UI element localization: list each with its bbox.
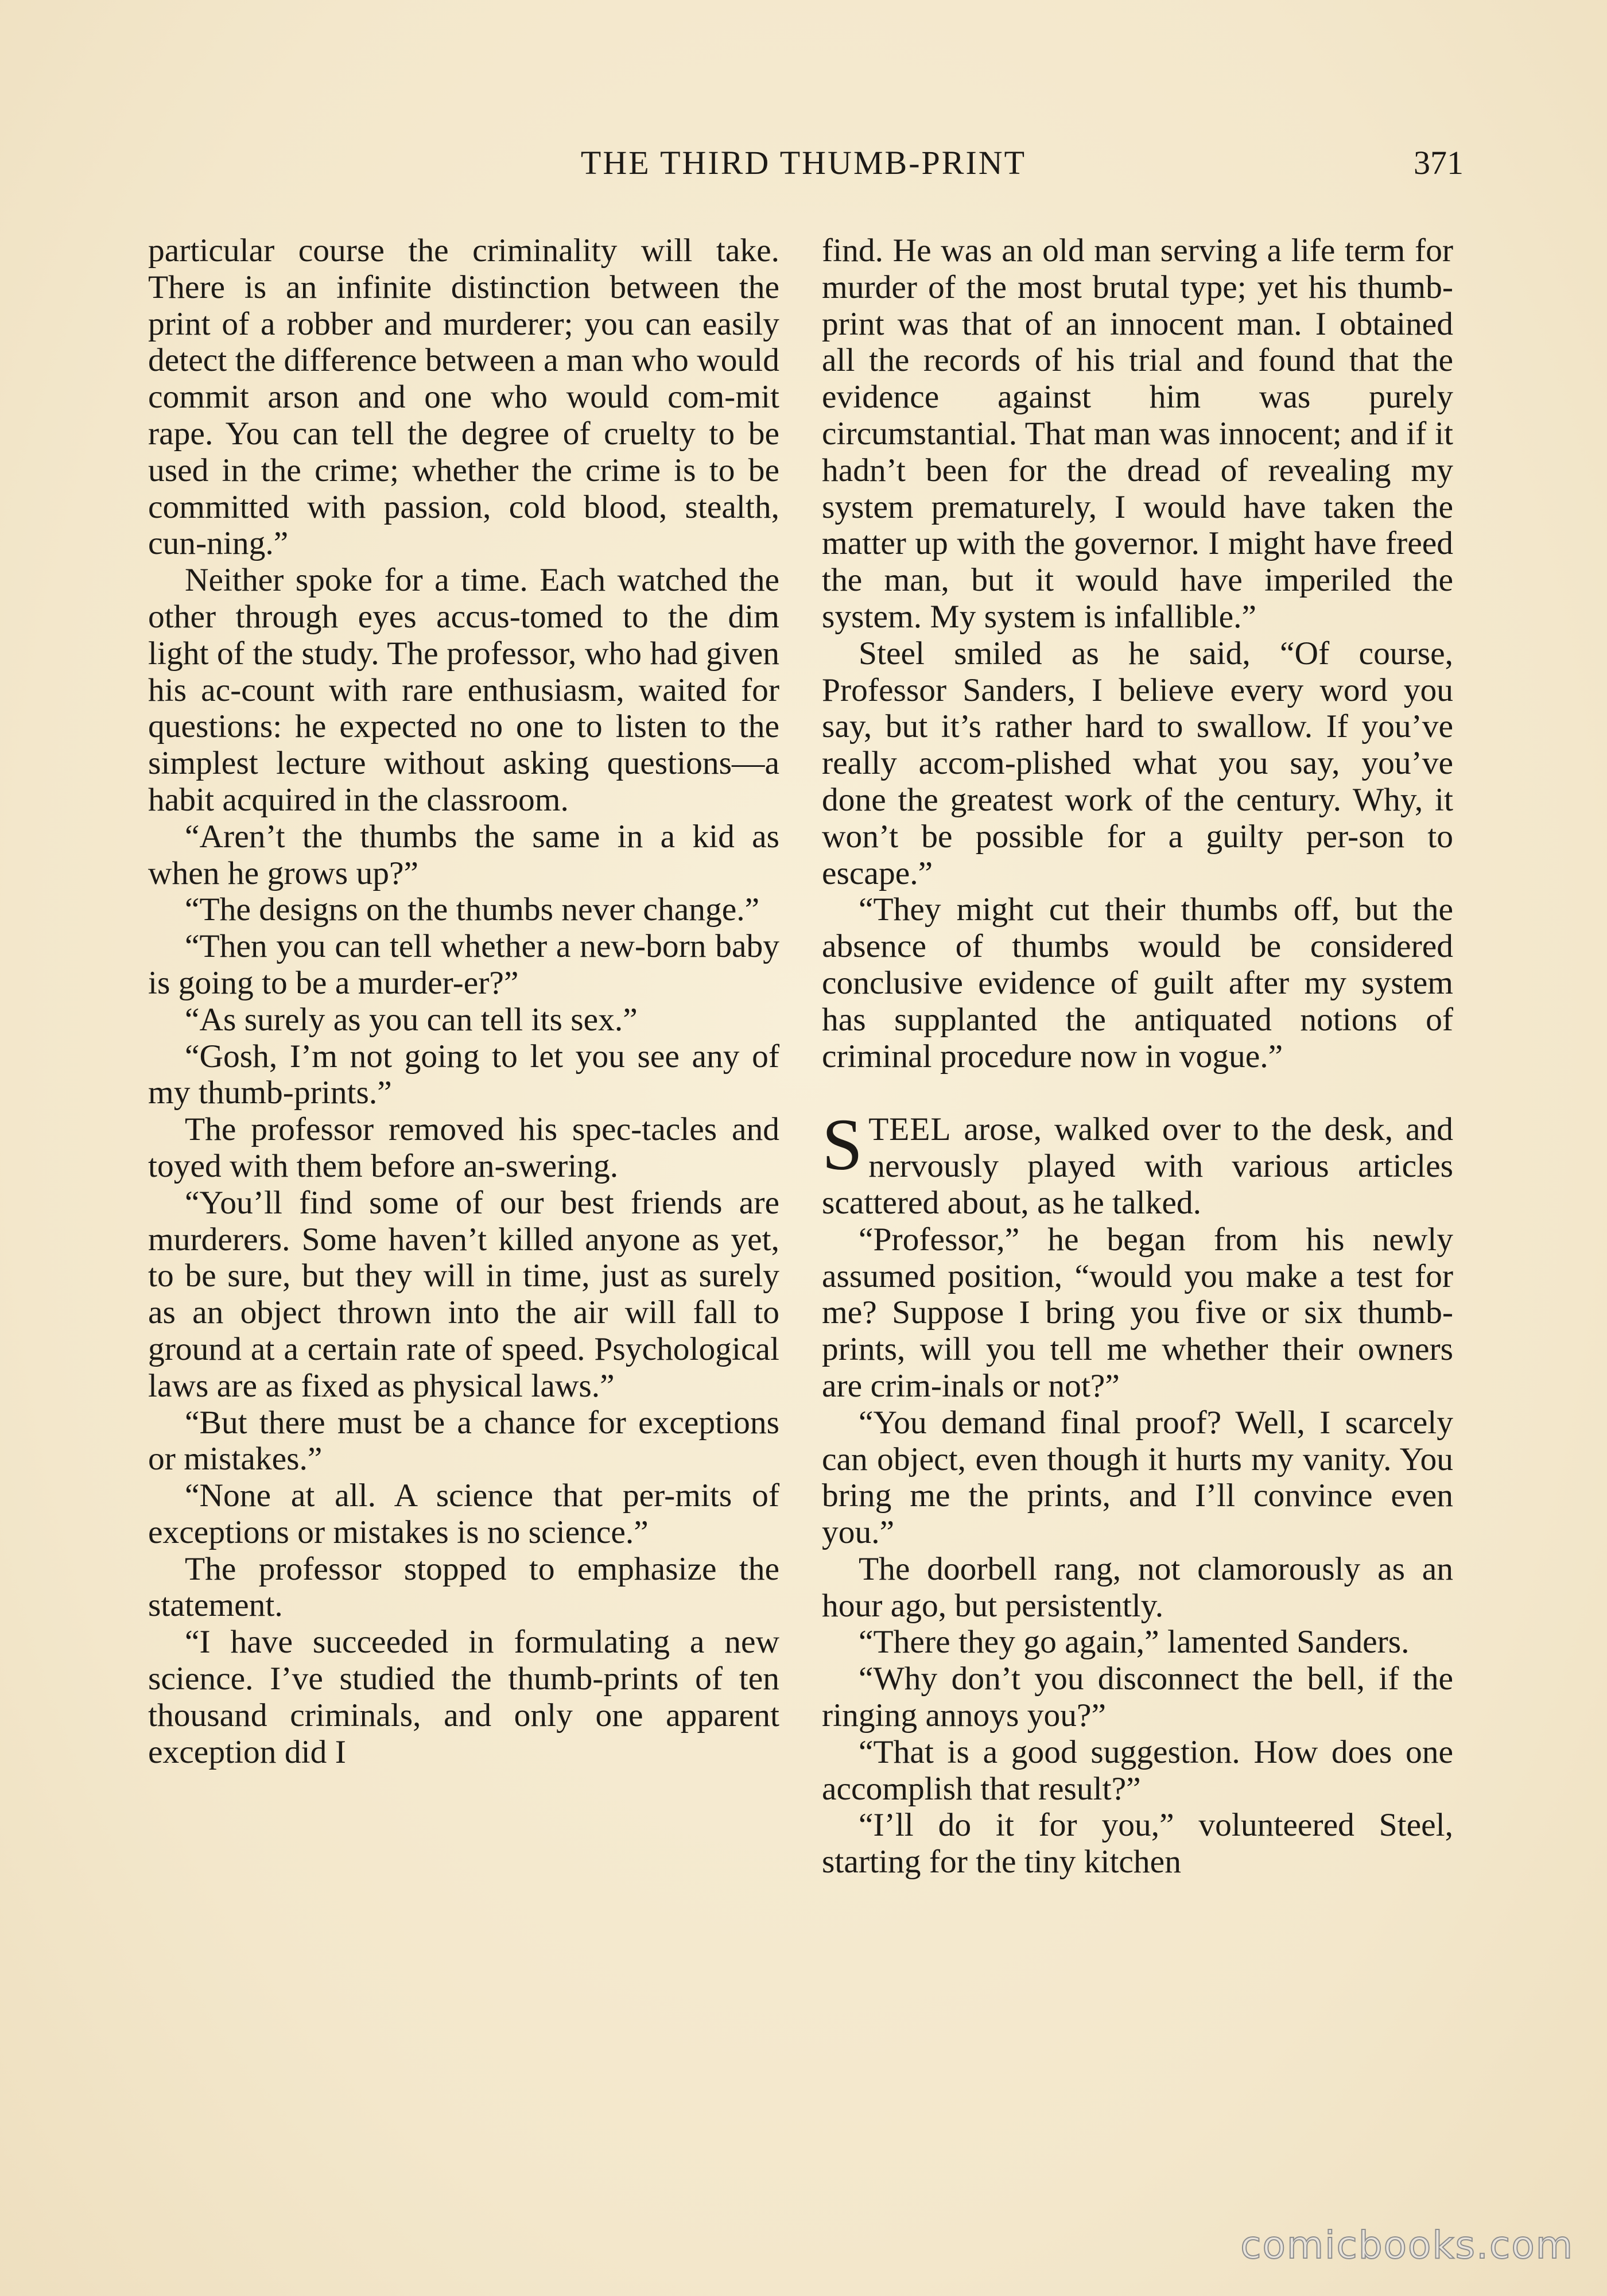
paragraph: The professor stopped to emphasize the statement. xyxy=(148,1550,779,1624)
paragraph: “That is a good suggestion. How does one accomplish that result?” xyxy=(822,1733,1453,1807)
paragraph: “The designs on the thumbs never change.” xyxy=(185,891,760,928)
paragraph: “I have succeeded in formulating a new science. I’ve studied the thumb-prints of ten thousand criminals, and only one apparent exception did I xyxy=(148,1624,779,1770)
drop-cap: S xyxy=(822,1104,863,1186)
paragraph: “Professor,” he began from his newly assumed position, “would you make a test for me? Suppose I bring you five or six thumb-prints, will you tell me whether their owners are crim-inals or not?” xyxy=(822,1221,1453,1404)
paragraph: Neither spoke for a time. Each watched the other through eyes accus-tomed to the dim light of the study. The professor, who had given his ac-count with rare enthusiasm, waited for questions: he expected no one to listen to the simplest lecture without asking questions—a habit acquired in the classroom. xyxy=(148,562,779,818)
paragraph: “They might cut their thumbs off, but the absence of thumbs would be considered conclusive evidence of guilt after my system has supplanted the antiquated notions of criminal procedure now in vogue.” xyxy=(822,891,1453,1075)
paragraph: “Aren’t the thumbs the same in a kid as when he grows up?” xyxy=(148,818,779,891)
page-number: 371 xyxy=(1414,144,1464,181)
paragraph: Steel smiled as he said, “Of course, Professor Sanders, I believe every word you say, but it’s rather hard to swallow. If you’ve really accom-plished what you say, you’ve done the greatest work of the century. Why, it won’t be possible for a guilty per-son to escape.” xyxy=(822,635,1453,891)
paragraph: “You demand final proof? Well, I scarcely can object, even though it hurts my vanity. You bring me the prints, and I’ll convince even you.” xyxy=(822,1404,1453,1551)
paragraph: “None at all. A science that per-mits of exceptions or mistakes is no science.” xyxy=(148,1477,779,1550)
paragraph: The doorbell rang, not clamorously as an hour ago, but persistently. xyxy=(822,1550,1453,1624)
paragraph: “Gosh, I’m not going to let you see any of my thumb-prints.” xyxy=(148,1038,779,1111)
site-watermark: comicbooks.com xyxy=(1240,2223,1574,2267)
paragraph: The professor removed his spec-tacles and toyed with them before an-swering. xyxy=(148,1111,779,1184)
section-opening-text: arose, walked over to the desk, and nervously played with various articles scattered about, as he talked. xyxy=(822,1111,1453,1221)
running-title: THE THIRD THUMB-PRINT xyxy=(580,144,1027,181)
paragraph: find. He was an old man serving a life term for murder of the most brutal type; yet his thumb-print was that of an innocent man. I obtained all the records of his trial and found that the evidence against him was purely circumstantial. That man was innocent; and if it hadn’t been for the dread of revealing my system prematurely, I would have taken the matter up with the governor. I might have freed the man, but it would have imperiled the system. My system is infallible.” xyxy=(822,232,1453,635)
right-column xyxy=(822,232,1453,1880)
paragraph: “Then you can tell whether a new-born baby is going to be a murder-er?” xyxy=(148,928,779,1001)
paragraph: “I’ll do it for you,” volunteered Steel, starting for the tiny kitchen xyxy=(822,1807,1453,1880)
small-caps-lead: TEEL xyxy=(868,1111,952,1148)
paragraph: “You’ll find some of our best friends are murderers. Some haven’t killed anyone as yet, to be sure, but they will in time, just as surely as an object thrown into the air will fall to ground at a certain rate of speed. Psychological laws are as fixed as physical laws.” xyxy=(148,1184,779,1404)
page-header xyxy=(143,144,1464,189)
paragraph: “As surely as you can tell its sex.” xyxy=(185,1001,638,1038)
section-opening-paragraph xyxy=(822,1104,1453,1221)
paragraph: “There they go again,” lamented Sanders. xyxy=(859,1624,1410,1661)
paragraph: “Why don’t you disconnect the bell, if the ringing annoys you?” xyxy=(822,1661,1453,1734)
paragraph: particular course the criminality will take. There is an infinite distinction between the print of a robber and murderer; you can easily detect the difference between a man who would commit arson and one who would com-mit rape. You can tell the degree of cruelty to be used in the crime; whether the crime is to be committed with passion, cold blood, stealth, cun-ning.” xyxy=(148,232,779,562)
paragraph: “But there must be a chance for exceptions or mistakes.” xyxy=(148,1404,779,1477)
left-column xyxy=(148,232,779,1770)
